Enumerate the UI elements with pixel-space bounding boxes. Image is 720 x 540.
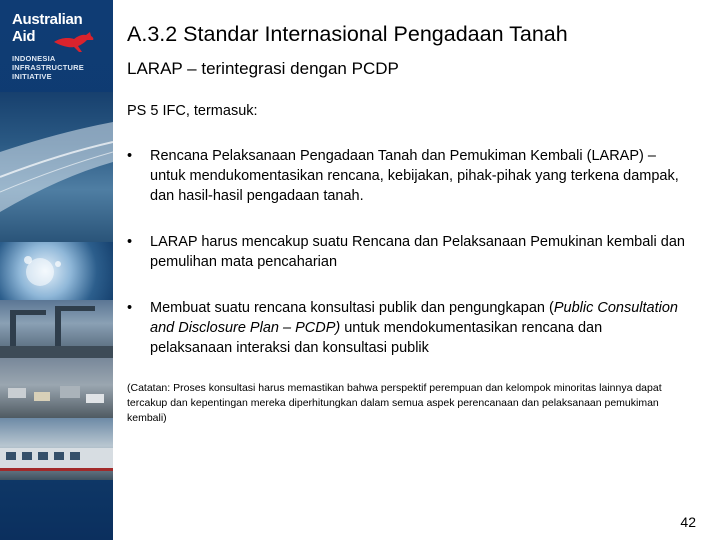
logo-subtitle	[12, 54, 107, 81]
port-cranes-photo	[0, 300, 113, 358]
logo-sub-line-1: INDONESIA	[12, 54, 56, 63]
logo-sub-line-3: INITIATIVE	[12, 72, 52, 81]
bullet-item-2	[127, 232, 687, 272]
bullet-text-1: Rencana Pelaksanaan Pengadaan Tanah dan Pemukiman Kembali (LARAP) – untuk mendukomentasikan rencana, kebijakan, pihak-pihak yang terkena dampak, dan hasil-hasil pengadaan tanah.	[150, 148, 679, 204]
traffic-illustration	[0, 358, 113, 418]
logo-word-aid: Aid	[12, 28, 36, 45]
port-illustration	[0, 300, 113, 358]
bullet-text-3-before: Membuat suatu rencana konsultasi publik dan pengungkapan (	[150, 300, 554, 316]
logo-sub-line-2: INFRASTRUCTURE	[12, 63, 84, 72]
sidebar	[0, 0, 113, 540]
bullet-text-3-italic: Public Consultation and Disclosure Plan – PCDP)	[150, 300, 678, 336]
highway-illustration	[0, 92, 113, 242]
bullet-text-2: LARAP harus mencakup suatu Rencana dan Pelaksanaan Pemukinan kembali dan pemulihan mata pencaharian	[150, 234, 685, 270]
bullet-item-1	[127, 146, 687, 206]
train-illustration	[0, 418, 113, 480]
train-photo	[0, 418, 113, 480]
bullet-icon: •	[127, 234, 133, 250]
kangaroo-icon	[52, 28, 96, 54]
bullet-text-3-after: untuk mendokumentasikan rencana dan pelaksanaan interaksi dan konsultasi publik	[150, 320, 603, 356]
page-number: 42	[680, 514, 696, 530]
water-illustration	[0, 242, 113, 300]
water-splash-photo	[0, 242, 113, 300]
intro-text: PS 5 IFC, termasuk:	[127, 103, 258, 119]
highway-photo	[0, 92, 113, 242]
slide-subtitle: LARAP – terintegrasi dengan PCDP	[127, 59, 399, 78]
logo-word-australian: Australian	[12, 11, 83, 28]
traffic-photo	[0, 358, 113, 418]
sidebar-bottom	[0, 480, 113, 540]
note-text: (Catatan: Proses konsultasi harus memastikan bahwa perspektif perempuan dan kelompok minoritas lainnya dapat tercakup dan kepentingan mereka diperhitungkan dalam semua aspek perencanaan dan pelaksanaan pemukiman kembali)	[127, 382, 662, 424]
bullet-icon: •	[127, 300, 133, 316]
slide-title: A.3.2 Standar Internasional Pengadaan Tanah	[127, 22, 568, 46]
bullet-text-3	[150, 298, 687, 358]
bullet-icon: •	[127, 148, 133, 164]
bullet-item-3	[127, 298, 687, 358]
australian-aid-logo	[12, 12, 107, 81]
